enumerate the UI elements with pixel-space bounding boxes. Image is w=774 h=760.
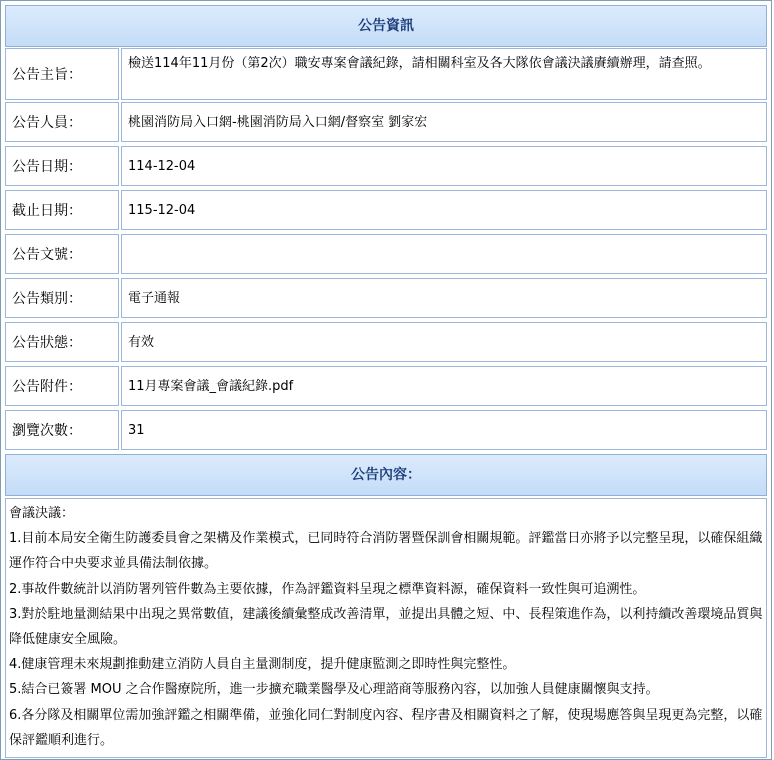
content-heading: 會議決議： bbox=[9, 506, 75, 521]
announcement-content bbox=[5, 498, 767, 758]
field-label-status: 公告狀態： bbox=[5, 322, 119, 362]
content-item: 4.健康管理未來規劃推動建立消防人員自主量測制度，提升健康監測之即時性與完整性。 bbox=[9, 657, 516, 673]
attachment-link[interactable]: 11月專案會議_會議紀錄.pdf bbox=[121, 366, 767, 406]
field-label-publish-date: 公告日期： bbox=[5, 146, 119, 186]
field-value-publish-date: 114-12-04 bbox=[121, 146, 767, 186]
field-row-doc-number bbox=[5, 234, 767, 274]
field-row-attachment bbox=[5, 366, 767, 406]
field-value-status: 有效 bbox=[121, 322, 767, 362]
field-row-category bbox=[5, 278, 767, 318]
field-value-doc-number bbox=[121, 234, 767, 274]
field-row-status bbox=[5, 322, 767, 362]
field-value-view-count: 31 bbox=[121, 410, 767, 450]
announcement-content-header: 公告內容： bbox=[5, 454, 767, 496]
field-label-category: 公告類別： bbox=[5, 278, 119, 318]
field-row-publisher bbox=[5, 102, 767, 142]
content-item: 6.各分隊及相關單位需加強評鑑之相關準備，並強化同仁對制度內容、程序書及相關資料之了解，使現場應答與呈現更為完整，以確保評鑑順利進行。 bbox=[9, 707, 763, 748]
field-value-end-date: 115-12-04 bbox=[121, 190, 767, 230]
content-item: 1.目前本局安全衛生防護委員會之架構及作業模式，已同時符合消防署暨保訓會相關規範。評鑑當日亦將予以完整呈現，以確保組織運作符合中央要求並具備法制依據。 bbox=[9, 531, 763, 572]
field-value-subject: 檢送114年11月份（第2次）職安專案會議紀錄，請相關科室及各大隊依會議決議賡續辦理，請查照。 bbox=[121, 48, 767, 100]
field-row-subject bbox=[5, 48, 767, 100]
field-label-attachment: 公告附件： bbox=[5, 366, 119, 406]
field-label-doc-number: 公告文號： bbox=[5, 234, 119, 274]
field-row-publish-date bbox=[5, 146, 767, 186]
announcement-info-header: 公告資訊 bbox=[5, 5, 767, 47]
field-row-end-date bbox=[5, 190, 767, 230]
field-label-subject: 公告主旨： bbox=[5, 48, 119, 100]
field-label-end-date: 截止日期： bbox=[5, 190, 119, 230]
field-value-category: 電子通報 bbox=[121, 278, 767, 318]
content-item: 3.對於駐地量測結果中出現之異常數值，建議後續彙整成改善清單，並提出具體之短、中、長程策進作為，以利持續改善環境品質與降低健康安全風險。 bbox=[9, 606, 763, 648]
field-label-publisher: 公告人員： bbox=[5, 102, 119, 142]
content-item: 5.結合已簽署 MOU 之合作醫療院所，進一步擴充職業醫學及心理諮商等服務內容，以加強人員健康關懷與支持。 bbox=[9, 682, 659, 698]
field-label-view-count: 瀏覽次數： bbox=[5, 410, 119, 450]
field-row-view-count bbox=[5, 410, 767, 450]
field-value-publisher: 桃園消防局入口網-桃園消防局入口網/督察室 劉家宏 bbox=[121, 102, 767, 142]
content-item: 2.事故件數統計以消防署列管件數為主要依據，作為評鑑資料呈現之標準資料源，確保資料一致性與可追溯性。 bbox=[9, 581, 646, 597]
